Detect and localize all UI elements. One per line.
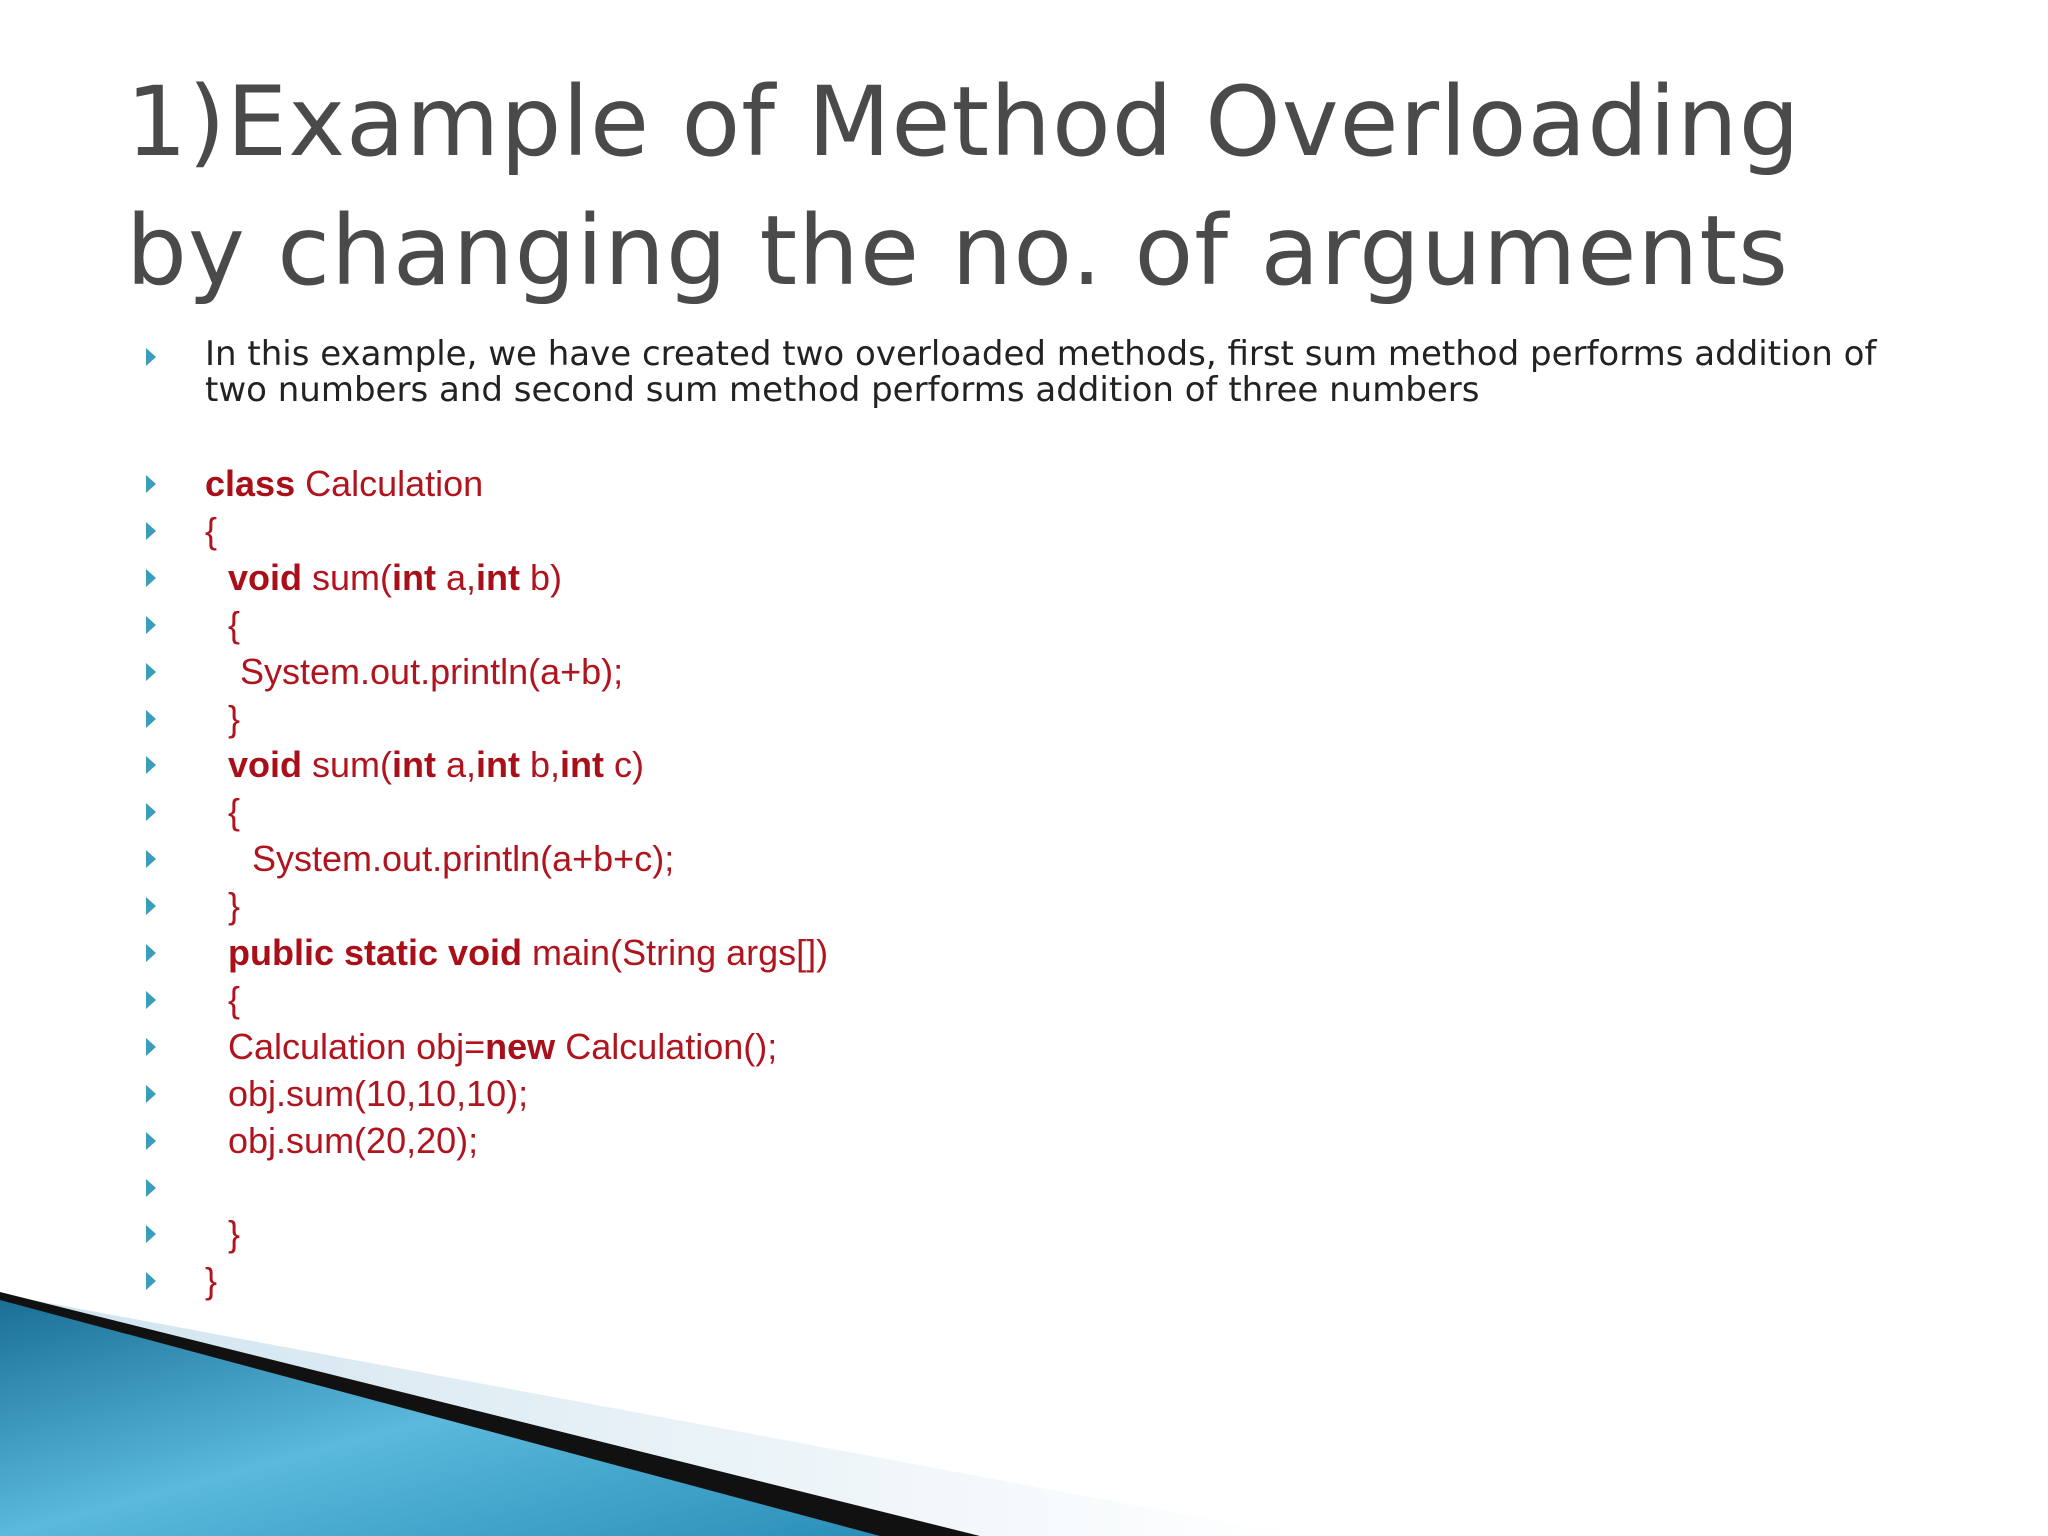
code-text: { <box>228 603 241 645</box>
bullet-arrow-icon <box>146 756 156 774</box>
code-text: Calculation <box>295 463 484 504</box>
code-text: } <box>228 697 241 739</box>
code-text: sum( <box>302 556 393 598</box>
code-text: obj.sum(20,20); <box>228 1119 479 1161</box>
bullet-arrow-icon <box>146 710 156 728</box>
code-keyword: int <box>392 556 436 598</box>
code-line <box>228 933 828 973</box>
code-line <box>228 699 240 739</box>
code-line <box>228 605 240 645</box>
bullet-arrow-icon <box>146 1085 156 1103</box>
code-line <box>240 652 623 692</box>
bullet-arrow-icon <box>146 1225 156 1243</box>
code-keyword: int <box>476 556 521 598</box>
code-keyword: int <box>476 744 521 786</box>
code-text: } <box>228 1213 241 1255</box>
code-text: { <box>228 791 241 833</box>
code-text: a, <box>436 556 477 598</box>
code-line <box>228 980 240 1020</box>
code-text: obj.sum(10,10,10); <box>228 1072 529 1114</box>
bullet-arrow-icon <box>146 616 156 634</box>
bullet-arrow-icon <box>146 1132 156 1150</box>
code-line <box>228 745 644 785</box>
code-text: System.out.println(a+b+c); <box>252 838 675 880</box>
code-line <box>228 1074 528 1114</box>
code-keyword: int <box>392 744 436 786</box>
bullet-arrow-icon <box>146 663 156 681</box>
code-keyword: class <box>205 463 296 504</box>
code-text: a, <box>436 744 477 786</box>
code-text: } <box>205 1260 218 1302</box>
code-line <box>205 464 483 504</box>
code-line <box>228 1027 777 1067</box>
code-keyword: void <box>228 744 303 786</box>
intro-paragraph: In this example, we have created two overloaded methods, first sum method performs addition of two numbers and second sum method performs addition of three numbers <box>205 334 1877 410</box>
code-line <box>228 886 240 926</box>
bullet-arrow-icon <box>146 944 156 962</box>
bullet-arrow-icon <box>146 569 156 587</box>
code-text: Calculation(); <box>555 1025 778 1067</box>
code-line <box>252 839 674 879</box>
code-text: main(String args[]) <box>522 932 829 973</box>
code-line <box>205 511 217 551</box>
bullet-arrow-icon <box>146 348 156 366</box>
code-text: b) <box>520 556 563 598</box>
code-text: } <box>228 885 241 927</box>
code-text: Calculation obj= <box>228 1025 486 1067</box>
code-keyword: new <box>485 1025 556 1067</box>
slide-title-line-1: 1)Example of Method Overloading <box>126 66 1801 178</box>
bullet-arrow-icon <box>146 475 156 493</box>
code-text: b, <box>520 744 561 786</box>
bullet-arrow-icon <box>146 1179 156 1197</box>
bullet-arrow-icon <box>146 897 156 915</box>
bullet-arrow-icon <box>146 991 156 1009</box>
code-line <box>228 1214 240 1254</box>
slide-title-line-2: by changing the no. of arguments <box>126 195 1789 307</box>
bullet-arrow-icon <box>146 1038 156 1056</box>
code-keyword: int <box>560 744 605 786</box>
code-line <box>228 1121 478 1161</box>
code-text: System.out.println(a+b); <box>240 650 624 692</box>
slide-title <box>126 58 1946 316</box>
code-keyword: void <box>228 556 303 598</box>
decorative-swoosh <box>0 1280 1300 1536</box>
bullet-arrow-icon <box>146 850 156 868</box>
code-text: { <box>228 978 241 1020</box>
code-text: c) <box>604 744 645 786</box>
code-keyword: public static void <box>228 932 523 973</box>
code-line <box>228 558 562 598</box>
bullet-arrow-icon <box>146 522 156 540</box>
code-text: sum( <box>302 744 393 786</box>
bullet-arrow-icon <box>146 803 156 821</box>
code-line <box>228 792 240 832</box>
code-text: { <box>205 509 218 551</box>
